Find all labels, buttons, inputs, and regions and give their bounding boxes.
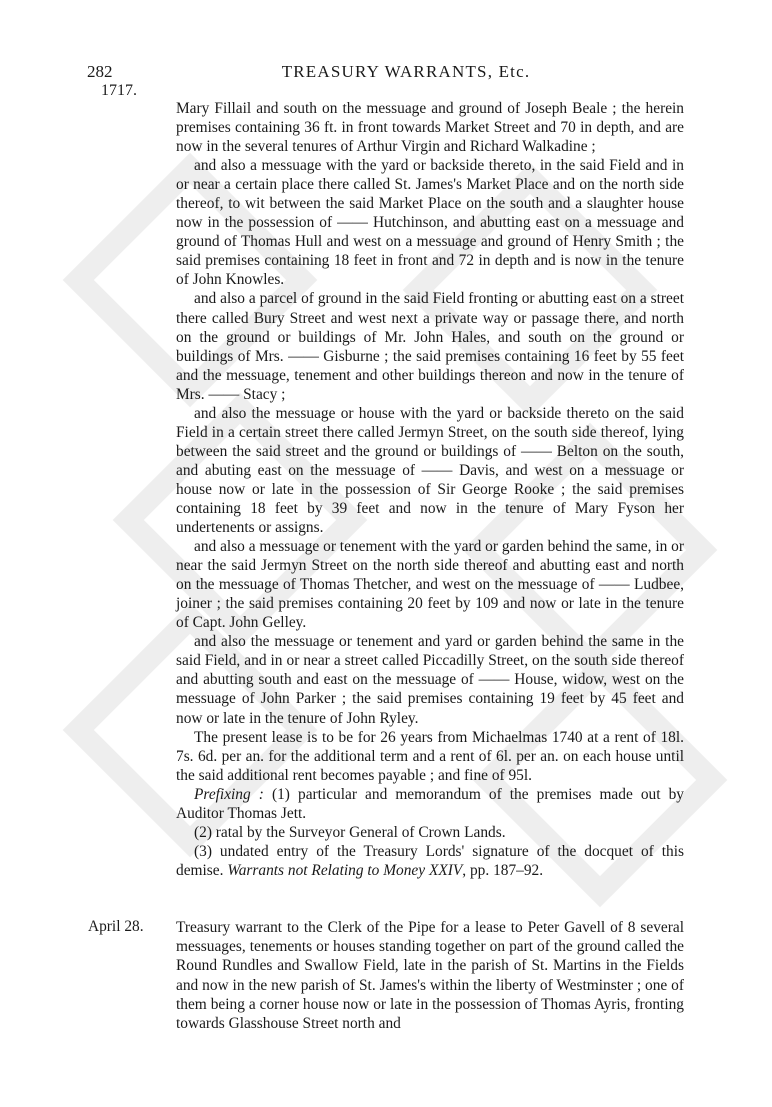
paragraph: Mary Fillail and south on the messuage and ground of Joseph Beale ; the herein premises containing 36 ft. in front towards Market Street and 70 in depth, and are now in the several tenures of Arthur Virgin and Richard Walkadine ;: [176, 100, 684, 156]
paragraph: and also a messuage with the yard or backside thereto, in the said Field and in or near a certain place there called St. James's Market Place and on the north side thereof, to wit between the said Market Place on the south and a slaughter house now in the possession of —— Hutchinson, and abutting east on a messuage and ground of Thomas Hull and west on a messuage and ground of Henry Smith ; the said premises containing 18 feet in front and 72 in depth and is now in the tenure of John Knowles.: [176, 157, 684, 289]
paragraph: and also the messuage or house with the yard or backside thereto on the said Field in a certain street there called Jermyn Street, on the south side thereof, lying between the said street and the ground or buildings of —— Belton on the south, and abuting east on the messuage of —— Davis, and west on a messuage or house now or late in the possession of Sir George Rooke ; the said premises containing 18 feet by 39 feet and now in the tenure of Mary Fyson her undertenents or assigns.: [176, 404, 684, 537]
paragraph: and also a parcel of ground in the said Field fronting or abutting east on a street there called Bury Street and west next a private way or passage there, and north on the ground or buildings of Mr. John Hales, and south on the ground or buildings of Mrs. —— Gisburne ; the said premises containing 16 feet by 55 feet and the messuage, tenement and other buildings thereon and now in the tenure of Mrs. —— Stacy ;: [176, 290, 684, 403]
page-year: 1717.: [101, 82, 137, 99]
prefixing-label: Prefixing :: [194, 785, 264, 803]
entry-date: April 28.: [88, 918, 144, 935]
running-title: TREASURY WARRANTS, Etc.: [281, 62, 531, 81]
paragraph: The present lease is to be for 26 years from Michaelmas 1740 at a rent of 18l. 7s. 6d. per an. for the additional term and a rent of 6l. per an. on each house until the said additional rent becomes payable ; and fine of 95l.: [176, 728, 684, 784]
entry-text: [176, 918, 684, 1033]
reference-title: Warrants not Relating to Money XXIV: [227, 861, 463, 879]
paragraph: Treasury warrant to the Clerk of the Pipe for a lease to Peter Gavell of 8 several messuages, tenements or houses standing together on part of the ground called the Round Rundles and Swallow Field, late in the parish of St. Martins in the Fields and now in the new parish of St. James's within the liberty of Westminster ; one of them being a corner house now or late in the possession of Thomas Ayris, fronting towards Glasshouse Street north and: [176, 919, 684, 1033]
page-number: 282: [87, 62, 113, 81]
paragraph: and also the messuage or tenement and yard or garden behind the same in the said Field, and in or near a street called Piccadilly Street, on the south side thereof and abutting south and east on the messuage of —— House, widow, west on the messuage of John Parker ; the said premises containing 19 feet by 45 feet and now or late in the tenure of John Ryley.: [176, 633, 684, 727]
main-text: [176, 99, 684, 880]
paragraph: and also a messuage or tenement with the yard or garden behind the same, in or near the said Jermyn Street on the north side thereof and abutting east and north on the messuage of Thomas Thetcher, and west on the messuage of —— Ludbee, joiner ; the said premises containing 20 feet by 109 and now or late in the tenure of Capt. John Gelley.: [176, 538, 684, 632]
prefixing-item: (3) undated entry of the Treasury Lords' signature of the docquet of this demise. Warrants not Relating to Money XXIV, pp. 187–92.: [176, 842, 684, 879]
prefixing-item: (2) ratal by the Surveyor General of Crown Lands.: [194, 823, 506, 841]
prefixing-item: Prefixing : (1) particular and memorandum of the premises made out by Auditor Thomas Jett.: [176, 785, 684, 822]
